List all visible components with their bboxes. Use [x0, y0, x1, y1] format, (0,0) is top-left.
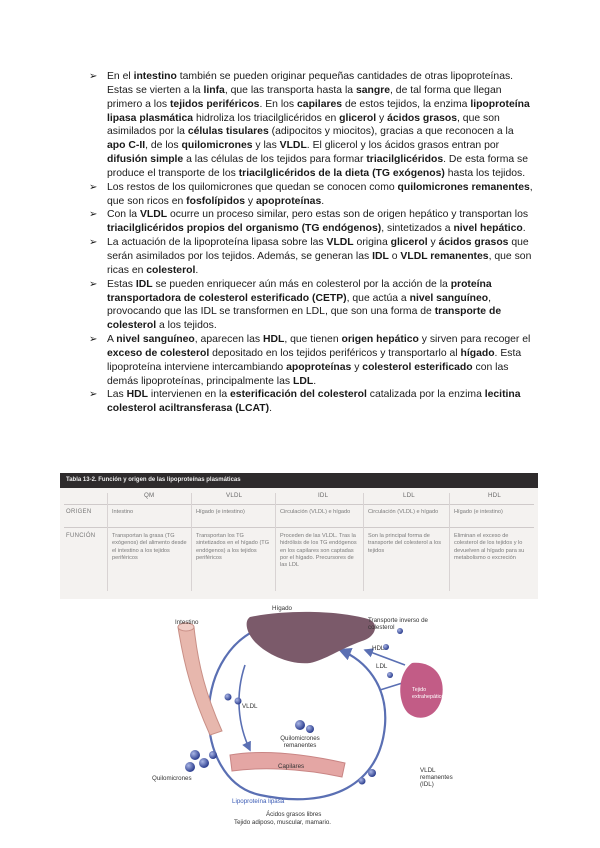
- text-run: (adipocitos y miocitos), gracias a que reconocen a la: [268, 126, 514, 138]
- bold-term: triacilglicéridos: [366, 154, 444, 166]
- label-quilomicrones: Quilomicrones: [152, 775, 192, 782]
- bold-term: hígado: [460, 347, 495, 359]
- table-divider: [64, 504, 534, 505]
- bullet-item: [89, 208, 534, 236]
- col-header-ldl: LDL: [403, 492, 415, 499]
- text-run: . Esta lipoproteína interviene intercambiando: [107, 347, 522, 373]
- label-tejido-extrahepatico: Tejido extrahepático: [412, 687, 445, 700]
- label-vldl: VLDL: [242, 703, 258, 710]
- text-run: a los tejidos.: [156, 320, 217, 332]
- text-run: La actuación de la lipoproteína lipasa sobre las: [107, 237, 327, 249]
- text-run: intervienen en la: [148, 389, 231, 401]
- text-run: y las: [252, 140, 280, 152]
- bold-term: triacilglicéridos de la dieta (TG exógenos): [238, 167, 445, 179]
- bold-term: HDL: [262, 334, 285, 346]
- bullet-item: [89, 333, 534, 388]
- bold-term: nivel hepático: [453, 223, 523, 235]
- bold-term: sangre: [355, 84, 391, 96]
- label-ldl: LDL: [376, 663, 388, 670]
- text-run: .: [195, 264, 199, 276]
- text-run: .: [313, 375, 317, 387]
- text-run: En el: [107, 71, 134, 82]
- label-higado: Hígado: [272, 605, 292, 612]
- bold-term: IDL: [135, 278, 153, 290]
- text-run: o: [388, 250, 401, 262]
- intestine-shape: [178, 627, 222, 735]
- text-run: y: [351, 361, 363, 373]
- label-transporte-inverso: Transporte inverso de colesterol: [368, 617, 428, 631]
- label-acidos-grasos: Ácidos grasos libres: [266, 811, 322, 818]
- bold-term: apoproteínas: [286, 361, 352, 373]
- bold-term: colesterol esterificado: [362, 361, 473, 373]
- bold-term: transporte de colesterol: [107, 306, 502, 332]
- bold-term: difusión simple: [107, 154, 184, 166]
- cell-funcion-qm: Transportan la grasa (TG exógenos) del alimento desde el intestino a los tejidos periféricos: [112, 533, 187, 561]
- bold-term: fosfolípidos: [186, 195, 246, 207]
- text-run: se pueden enriquecer aún más en colesterol por la acción de la: [152, 278, 451, 290]
- bold-term: apo C-II: [107, 140, 146, 152]
- row-label-funcion: FUNCIÓN: [66, 533, 96, 539]
- text-run: , que son ricos en: [107, 181, 533, 207]
- bold-term: VLDL: [139, 209, 168, 221]
- bold-term: VLDL: [279, 140, 307, 152]
- bold-term: esterificación del colesterol: [230, 389, 367, 401]
- bold-term: origen hepático: [341, 334, 419, 346]
- bold-term: HDL: [126, 389, 148, 401]
- cell-funcion-hdl: Eliminan el exceso de colesterol de los tejidos y lo devuelven al hígado para su metabolismo o excreción: [454, 533, 525, 561]
- bold-term: colesterol: [146, 264, 196, 276]
- bold-term: apoproteínas: [256, 195, 322, 207]
- col-divider: [191, 493, 192, 591]
- text-run: y: [427, 237, 439, 249]
- cell-funcion-vldl: Transportan los TG sintetizados en el hígado (TG endógenos) a los tejidos periféricos: [196, 533, 270, 561]
- text-run: y: [245, 195, 256, 207]
- text-run: y: [376, 112, 388, 124]
- bold-term: ácidos grasos: [387, 112, 458, 124]
- text-run: , de tal forma que llegan primero a los: [107, 84, 502, 110]
- liver-shape: [247, 612, 375, 663]
- bold-term: IDL: [372, 250, 389, 262]
- col-divider: [363, 493, 364, 591]
- bold-term: LDL: [292, 375, 314, 387]
- bullet-item: [89, 181, 534, 209]
- text-run: Las: [107, 389, 127, 401]
- lipoprotein-cycle-diagram: [150, 605, 453, 835]
- bold-term: lipoproteína lipasa plasmática: [107, 98, 530, 124]
- text-run: Los restos de los quilomicrones que quedan se conocen como: [107, 181, 398, 193]
- cell-origen-qm: Intestino: [112, 509, 134, 515]
- bold-term: VLDL remanentes: [400, 250, 489, 262]
- bold-term: células tisulares: [187, 126, 269, 138]
- table-divider: [64, 527, 534, 528]
- bold-term: proteína transportadora de colesterol esterificado (CETP): [107, 278, 492, 304]
- text-run: . De esta forma se produce el transporte de los: [107, 154, 529, 179]
- bold-term: nivel sanguíneo: [116, 334, 195, 346]
- text-run: , de los: [145, 140, 182, 152]
- text-run: , que son ricas en: [107, 250, 532, 276]
- lipoprotein-table: [60, 473, 538, 599]
- bold-term: glicerol: [339, 112, 377, 124]
- col-divider: [107, 493, 108, 591]
- col-divider: [275, 493, 276, 591]
- text-run: , que las transporta hasta la: [224, 84, 356, 96]
- text-run: .: [269, 403, 272, 415]
- text-run: , sintetizados a: [381, 223, 454, 235]
- col-header-vldl: VLDL: [226, 492, 243, 499]
- bullet-item: [89, 70, 534, 181]
- text-run: A: [107, 334, 117, 346]
- text-run: .: [522, 223, 526, 235]
- text-run: que serán asimilados por los tejidos. Además, se generan las: [107, 237, 529, 262]
- col-divider: [449, 493, 450, 591]
- text-run: , aparecen las: [194, 334, 263, 346]
- cell-origen-ldl: Circulación (VLDL) e hígado: [368, 509, 439, 515]
- cell-funcion-ldl: Son la principal forma de transporte del colesterol a los tejidos: [368, 533, 442, 554]
- bold-term: ácidos grasos: [438, 237, 509, 249]
- bold-term: exceso de colesterol: [107, 347, 210, 359]
- row-label-origen: ORIGEN: [66, 509, 92, 515]
- bold-term: glicerol: [390, 237, 428, 249]
- text-run: , que son asimilados por la: [107, 112, 500, 138]
- text-run: y sirven para recoger el: [418, 334, 531, 346]
- text-run: Con la: [107, 209, 140, 221]
- bold-term: linfa: [203, 84, 225, 96]
- bullet-item: [89, 236, 534, 278]
- text-run: , que actúa a: [346, 292, 410, 304]
- text-run: catalizada por la enzima: [366, 389, 485, 401]
- text-run: de estos tejidos, la enzima: [342, 98, 471, 110]
- col-header-qm: QM: [144, 492, 155, 499]
- text-run: con las demás lipoproteínas, principalmente las: [107, 361, 509, 387]
- label-vldl-remanentes: VLDL remanentes (IDL): [420, 767, 453, 788]
- text-run: origina: [353, 237, 391, 249]
- bullet-item: [89, 278, 534, 333]
- bullet-item: [89, 388, 534, 416]
- label-lipoproteina-lipasa: Lipoproteína lipasa: [232, 798, 285, 805]
- text-run: .: [321, 195, 325, 207]
- text-run: hasta los tejidos.: [444, 167, 526, 179]
- text-run: Estas: [107, 278, 136, 290]
- bold-term: capilares: [297, 98, 343, 110]
- cell-origen-hdl: Hígado (e intestino): [454, 509, 503, 515]
- bold-term: intestino: [133, 71, 177, 82]
- label-intestino: Intestino: [175, 619, 199, 626]
- bold-term: triacilglicéridos propios del organismo (TG endógenos): [107, 223, 382, 235]
- text-run: a las células de los tejidos para formar: [183, 154, 367, 166]
- cell-origen-vldl: Hígado (e intestino): [196, 509, 245, 515]
- bold-term: lecitina colesterol aciltransferasa (LCAT): [107, 389, 521, 415]
- bold-term: VLDL: [326, 237, 354, 249]
- bold-term: quilomicrones: [181, 140, 253, 152]
- text-run: , que tienen: [284, 334, 342, 346]
- table-title: Tabla 13-2. Función y origen de las lipoproteínas plasmáticas: [60, 473, 538, 488]
- text-run: depositado en los tejidos periféricos y transportarlo al: [209, 347, 461, 359]
- label-tejido-adiposo: Tejido adiposo, muscular, mamario.: [234, 819, 331, 826]
- label-quilomicrones-remanentes: Quilomicrones remanentes: [280, 735, 320, 749]
- diagram-graphics: [150, 605, 453, 835]
- text-run: . El glicerol y los ácidos grasos entran por: [306, 140, 500, 152]
- label-capilares: Capilares: [278, 763, 305, 770]
- label-hdl: HDL: [372, 645, 385, 652]
- text-run: ocurre un proceso similar, pero estas son de origen hepático y transportan los: [167, 209, 529, 221]
- bold-term: nivel sanguíneo: [409, 292, 489, 304]
- text-run: hidroliza los triacilglicéridos en: [193, 112, 340, 124]
- cell-origen-idl: Circulación (VLDL) e hígado: [280, 509, 351, 515]
- text-run: , provocando que las IDL se transformen en LDL, que son una forma de: [107, 292, 492, 318]
- col-header-hdl: HDL: [488, 492, 501, 499]
- text-run: también se pueden originar pequeñas cantidades de otras lipoproteínas. Estas se vierten a la: [107, 71, 514, 96]
- bold-term: tejidos periféricos: [169, 98, 260, 110]
- col-header-idl: IDL: [318, 492, 329, 499]
- bold-term: quilomicrones remanentes: [397, 181, 530, 193]
- bullet-list: [89, 70, 534, 416]
- text-run: . En los: [259, 98, 298, 110]
- cell-funcion-idl: Proceden de las VLDL. Tras la hidrólisis de los TG endógenos en los capilares son captadas por el hígado. Precursores de las LDL: [280, 533, 357, 569]
